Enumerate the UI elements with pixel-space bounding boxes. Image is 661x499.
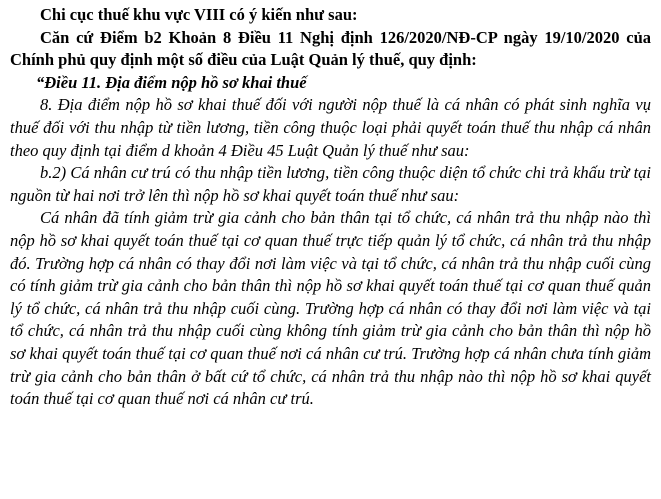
paragraph-clause-b2-body: Cá nhân đã tính giảm trừ gia cảnh cho bản thân tại tổ chức, cá nhân trả thu nhập nào thì nộp hồ sơ khai quyết toán thuế tại cơ quan thuế trực tiếp quản lý tổ chức, cá nhân trả thu nhập đó. Trường hợp cá nhân có thay đổi nơi làm việc và tại tổ chức, cá nhân trả thu nhập cuối cùng có tính giảm trừ gia cảnh cho bản thân thì nộp hồ sơ khai quyết toán thuế tại cơ quan thuế quản lý tổ chức, cá nhân trả thu nhập cuối cùng. Trường hợp cá nhân có thay đổi nơi làm việc và tại tổ chức, cá nhân trả thu nhập cuối cùng không tính giảm trừ gia cảnh cho bản thân thì nộp hồ sơ khai quyết toán thuế tại cơ quan thuế nơi cá nhân cư trú. Trường hợp cá nhân chưa tính giảm trừ gia cảnh cho bản thân ở bất cứ tổ chức, cá nhân trả thu nhập nào thì nộp hồ sơ khai quyết toán thuế tại cơ quan thuế nơi cá nhân cư trú. [10, 208, 651, 409]
paragraph-intro-line: Chi cục thuế khu vực VIII có ý kiến như sau: [40, 5, 358, 24]
paragraph-article-11-heading: “Điều 11. Địa điểm nộp hồ sơ khai thuế [36, 72, 307, 92]
paragraph-clause-8: 8. Địa điểm nộp hồ sơ khai thuế đối với người nộp thuế là cá nhân có phát sinh nghĩa vụ thuế đối với thu nhập từ tiền lương, tiền công thuộc loại phải quyết toán thuế thu nhập cá nhân theo quy định tại điểm d khoản 4 Điều 45 Luật Quản lý thuế như sau: [10, 95, 651, 160]
paragraph-clause-b2: b.2) Cá nhân cư trú có thu nhập tiền lương, tiền công thuộc diện tổ chức chi trả khấu trừ tại nguồn từ hai nơi trở lên thì nộp hồ sơ khai quyết toán thuế như sau: [10, 163, 651, 205]
paragraph-legal-basis: Căn cứ Điểm b2 Khoản 8 Điều 11 Nghị định 126/2020/NĐ-CP ngày 19/10/2020 của Chính phủ quy định một số điều của Luật Quản lý thuế, quy định: [10, 27, 651, 70]
